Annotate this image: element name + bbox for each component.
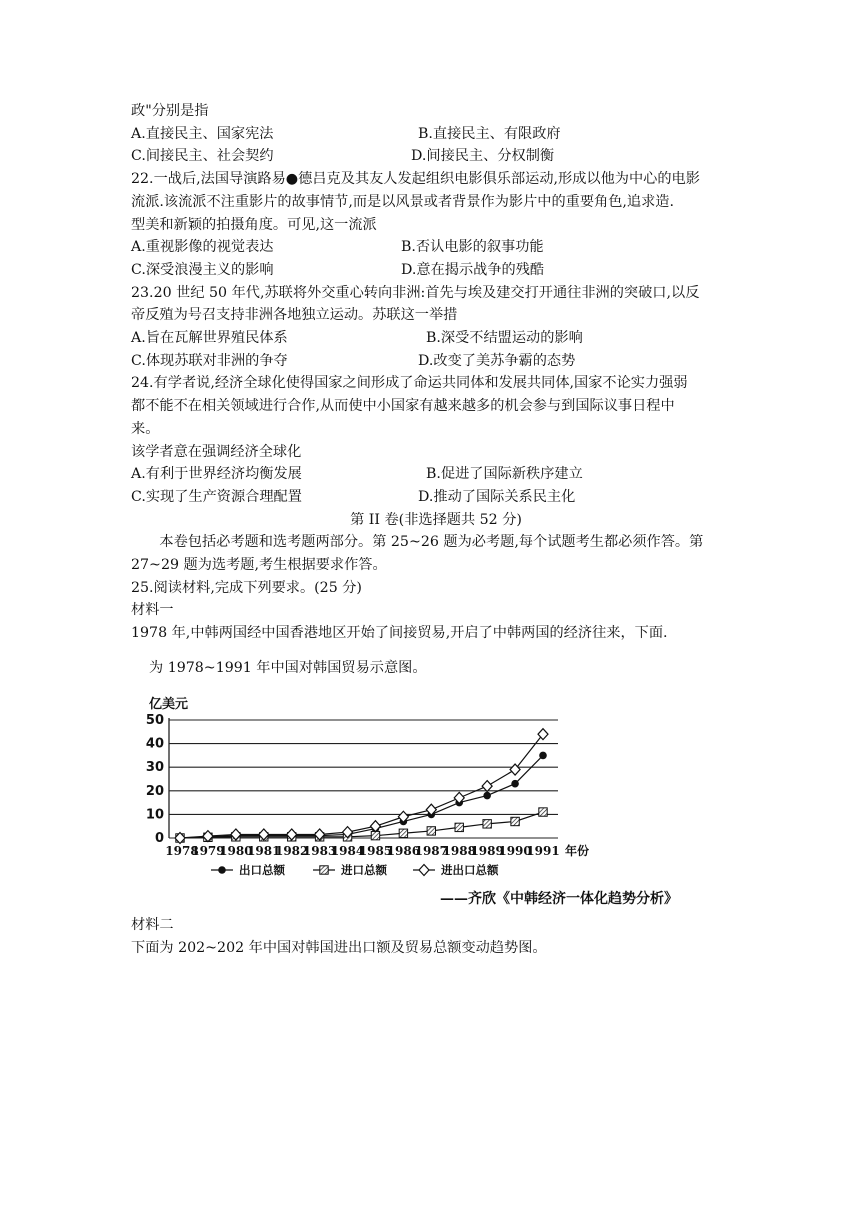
- q24-stem-line-2: 都不能不在相关领域进行合作,从而使中小国家有越来越多的机会参与到国际议事日程中: [131, 398, 675, 415]
- x-tick-label: 1978: [165, 844, 199, 858]
- y-tick-label: 10: [145, 807, 164, 823]
- legend-marker: [419, 865, 429, 876]
- data-point: [427, 827, 435, 835]
- data-point: [399, 829, 407, 837]
- section-2-intro-line-1: 本卷包括必考题和选考题两部分。第 25~26 题为必考题,每个试题考生都必须作答。第: [159, 534, 704, 551]
- data-point: [511, 817, 519, 825]
- q23-option-a: A.旨在瓦解世界殖民体系: [131, 330, 288, 347]
- x-tick-label: 1984: [330, 844, 365, 858]
- data-point: [455, 823, 463, 831]
- q22-stem-line-1: 22.一战后,法国导演路易●德吕克及其友人发起组织电影俱乐部运动,形成以他为中心的电影: [131, 171, 700, 188]
- trade-chart: [131, 690, 741, 910]
- q24-option-b: B.促进了国际新秩序建立: [426, 466, 583, 483]
- y-tick-label: 0: [154, 831, 164, 846]
- y-axis-label: 亿美元: [149, 697, 189, 712]
- q23-options-row-2: [131, 350, 741, 373]
- q21-options-row-1: [131, 123, 741, 146]
- q24-option-d: D.推动了国际关系民主化: [418, 488, 576, 505]
- data-point: [370, 821, 380, 832]
- x-tick-label: 1988: [442, 844, 476, 858]
- material-2-title: 材料二: [131, 917, 174, 933]
- material-1-text: 1978 年,中韩两国经中国香港地区开始了间接贸易,开启了中韩两国的经济往来，下面.: [131, 625, 668, 642]
- q22-option-b: B.否认电影的叙事功能: [401, 239, 544, 256]
- x-tick-label: 1985: [358, 844, 393, 858]
- x-tick-label: 1990: [498, 844, 532, 858]
- q23-options-row-1: [131, 327, 741, 350]
- x-tick-label: 1980: [219, 844, 253, 858]
- material-2: [131, 914, 741, 959]
- q22-stem-line-3: 型美和新颖的拍摄角度。可见,这一流派: [131, 216, 377, 233]
- data-point: [511, 780, 519, 788]
- legend-label: 出口总额: [239, 863, 285, 877]
- q23-option-b: B.深受不结盟运动的影响: [426, 330, 583, 347]
- q21-option-b: B.直接民主、有限政府: [418, 125, 561, 142]
- data-point: [371, 831, 379, 839]
- exam-text: [131, 100, 741, 680]
- trade-chart-svg: [131, 690, 741, 890]
- x-tick-label: 1982: [274, 844, 309, 858]
- x-axis-label: 年份: [564, 844, 590, 858]
- q21-option-c: C.间接民主、社会契约: [131, 148, 274, 165]
- q22-option-d: D.意在揭示战争的残酷: [401, 261, 545, 278]
- q21-options-row-2: [131, 145, 741, 168]
- y-tick-label: 30: [145, 760, 164, 776]
- legend-marker: [218, 866, 226, 874]
- data-point: [483, 792, 491, 800]
- x-tick-label: 1987: [414, 844, 449, 858]
- y-tick-label: 40: [145, 736, 164, 752]
- legend-label: 进口总额: [341, 863, 387, 877]
- x-tick-label: 1986: [386, 844, 421, 858]
- section-2-intro-line-2: 27~29 题为选考题,考生根据要求作答。: [131, 557, 387, 574]
- x-tick-label: 1981: [247, 844, 281, 858]
- x-tick-label: 1979: [191, 844, 225, 858]
- data-point: [539, 752, 547, 760]
- y-tick-label: 50: [145, 713, 164, 728]
- q24-option-a: A.有利于世界经济均衡发展: [131, 466, 302, 483]
- y-tick-label: 20: [145, 783, 164, 799]
- q21-stem-tail: 政"分别是指: [131, 103, 209, 119]
- q24-options-row-1: [131, 463, 741, 486]
- q22-stem-line-2: 流派.该流派不注重影片的故事情节,而是以风景或者背景作为影片中的重要角色,追求造.: [131, 193, 674, 210]
- legend-marker: [320, 866, 328, 874]
- data-point: [483, 820, 491, 828]
- x-tick-label: 1983: [302, 844, 337, 858]
- q22-options-row-1: [131, 236, 741, 259]
- q24-stem-line-1: 24.有学者说,经济全球化使得国家之间形成了命运共同体和发展共同体,国家不论实力强弱: [131, 375, 688, 392]
- q23-option-c: C.体现苏联对非洲的争夺: [131, 352, 288, 369]
- x-tick-label: 1989: [470, 844, 504, 858]
- data-point: [482, 781, 492, 792]
- q24-stem-line-4: 该学者意在强调经济全球化: [131, 443, 302, 460]
- q23-stem-line-1: 23.20 世纪 50 年代,苏联将外交重心转向非洲:首先与埃及建交打开通往非洲的突破口,以反: [131, 284, 700, 301]
- q22-options-row-2: [131, 259, 741, 282]
- material-1-caption: 为 1978~1991 年中国对韩国贸易示意图。: [149, 659, 427, 676]
- material-2-text: 下面为 202~202 年中国对韩国进出口额及贸易总额变动趋势图。: [131, 939, 547, 956]
- q23-stem-line-2: 帝反殖为号召支持非洲各地独立运动。苏联这一举措: [131, 307, 458, 324]
- x-tick-label: 1991: [526, 844, 560, 858]
- legend-label: 进出口总额: [441, 863, 499, 877]
- chart-source: ——齐欣《中韩经济一体化趋势分析》: [440, 891, 678, 907]
- material-1-title: 材料一: [131, 602, 174, 619]
- q24-stem-line-3: 来。: [131, 420, 160, 437]
- data-point: [539, 808, 547, 816]
- q24-options-row-2: [131, 486, 741, 509]
- q23-option-d: D.改变了美苏争霸的态势: [418, 352, 576, 369]
- q22-option-c: C.深受浪漫主义的影响: [131, 261, 274, 278]
- q22-option-a: A.重视影像的视觉表达: [131, 239, 274, 256]
- q24-option-c: C.实现了生产资源合理配置: [131, 488, 302, 505]
- q21-option-a: A.直接民主、国家宪法: [131, 125, 274, 142]
- q21-option-d: D.间接民主、分权制衡: [411, 148, 555, 165]
- q25-stem: 25.阅读材料,完成下列要求。(25 分): [131, 579, 362, 596]
- section-2-title: 第 II 卷(非选择题共 52 分): [350, 511, 522, 528]
